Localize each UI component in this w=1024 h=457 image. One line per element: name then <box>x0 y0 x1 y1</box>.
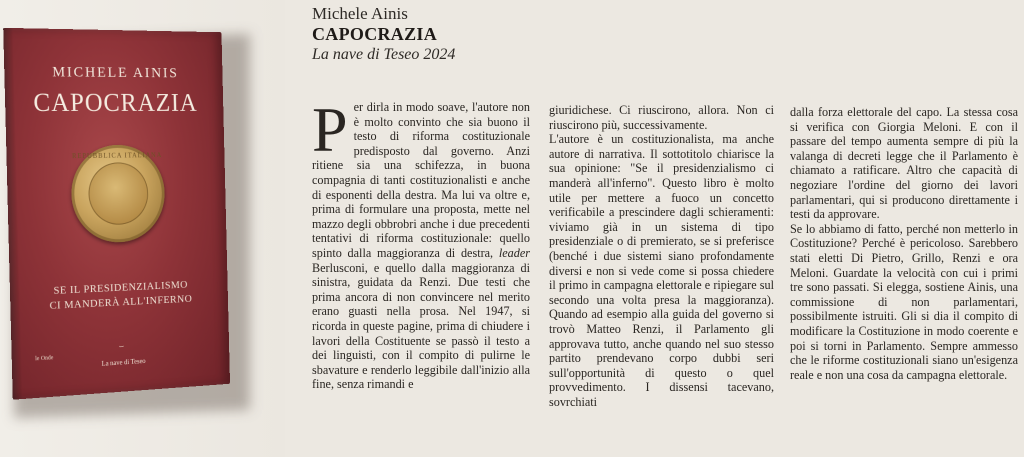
paragraph: Se lo abbiamo di fatto, perché non metterlo in Costituzione? Perché è pericoloso. Sarebbero stati eletti Di Pietro, Grillo, Renzi e ora Meloni. Guardate la velocità con cui i primi tre sono passati. Si elegga, sostiene Ainis, una commissione di non parlamentari, possibilmente istruiti. Gli si dia il compito di modificare la Costituzione in modo coerente e poi si torni in Parlamento. Sempre ammesso che le riforme costituzionali siano un'esigenza reale e non una cosa da campagna elettorale. <box>790 221 1018 382</box>
paragraph-text: er dirla in modo soave, l'autore non è molto convinto che sia buono il testo di riforma costituzionale predisposto dal governo. Anzi ritiene sia una schifezza, in buona compagnia di tanti costituzionalisti e anche di esponenti della destra. Ma lui va oltre e, prima di formulare una proposta, mette nel mazzo degli obbrobri anche i due precedenti tentativi di riforma costituzionale: quello spinto dalla maggioranza di destra, <box>312 100 530 260</box>
publisher-logo-icon: ⌣ <box>118 341 125 352</box>
book-cover-area <box>0 0 285 457</box>
cover-title: CAPOCRAZIA <box>33 88 198 117</box>
cover-author: MICHELE AINIS <box>52 64 179 82</box>
emphasis-leader: leader <box>498 245 530 260</box>
book-cover <box>3 28 230 400</box>
paragraph: L'autore è un costituzionalista, ma anche autore di narrativa. Il sottotitolo chiarisce la sua opinione: "Se il presidenzialismo ci manderà all'inferno". Questo libro è molto utile per mettere a fuoco un concetto verificabile a prescindere dagli schieramenti: viviamo già in un sistema di tipo presidenziale o di premierato, se si preferisce (benché i due sistemi siano profondamente diversi e non si vede come si possa chiedere il primo in campagna elettorale e ripiegare sul secondo una volta presa la maggioranza). Quando ad esempio alla guida del governo si trovò Matteo Renzi, il Parlamento gli approvava tutto, anche quando nel suo stesso partito prendevano corpo dubbi seri sull'opportunità di questo o quel provvedimento. I dissensi tacevano, sovrchiati <box>549 132 774 409</box>
coin-inscription: REPUBBLICA ITALIANA <box>71 151 163 161</box>
article-column-3 <box>790 105 1018 382</box>
cover-subtitle <box>24 277 216 315</box>
coin-image <box>70 145 165 244</box>
article-author: Michele Ainis <box>312 4 408 23</box>
coin-center <box>88 162 149 226</box>
book-spine <box>3 28 22 400</box>
article-publisher-year: La nave di Teseo 2024 <box>312 46 456 63</box>
cover-subtitle-line2: CI MANDERÀ ALL'INFERNO <box>49 293 193 312</box>
drop-cap: P <box>312 94 348 165</box>
article-column-2 <box>549 103 774 409</box>
paragraph-text: Berlusconi, e quello dalla maggioranza di sinistra, guidata da Renzi. Due testi che prima ancora di non convincere nel merito erano guasti nella prosa. Nel 1947, si ricorda in queste pagine, prima di chiudere i lavori della Costituente se passò il testo a dei linguisti, con il compito di pulirne le sbavature e renderlo leggibile dall'inizio alla fine, senza rimandi e <box>312 260 530 392</box>
paragraph: dalla forza elettorale del capo. La stessa cosa si verifica con Giorgia Meloni. E con il passare del tempo aumenta sempre di più la valanga di decreti legge che il Parlamento è chiamato a ratificare. Altro che capacità di negoziare l'ordine del giorno dei lavori parlamentari, qui si producono direttamente i testi da approvare. <box>790 105 1018 222</box>
cover-subtitle-line1: SE IL PRESIDENZIALISMO <box>53 278 188 297</box>
article-header <box>312 4 612 65</box>
paragraph: giuridichese. Ci riuscirono, allora. Non ci riuscirono più, successivamente. <box>549 103 774 132</box>
article-column-1 <box>312 94 530 392</box>
article-title: CAPOCRAZIA <box>312 24 438 44</box>
paragraph <box>312 94 530 392</box>
cover-series: le Onde <box>35 355 54 363</box>
cover-publisher: La nave di Teseo <box>101 357 146 368</box>
